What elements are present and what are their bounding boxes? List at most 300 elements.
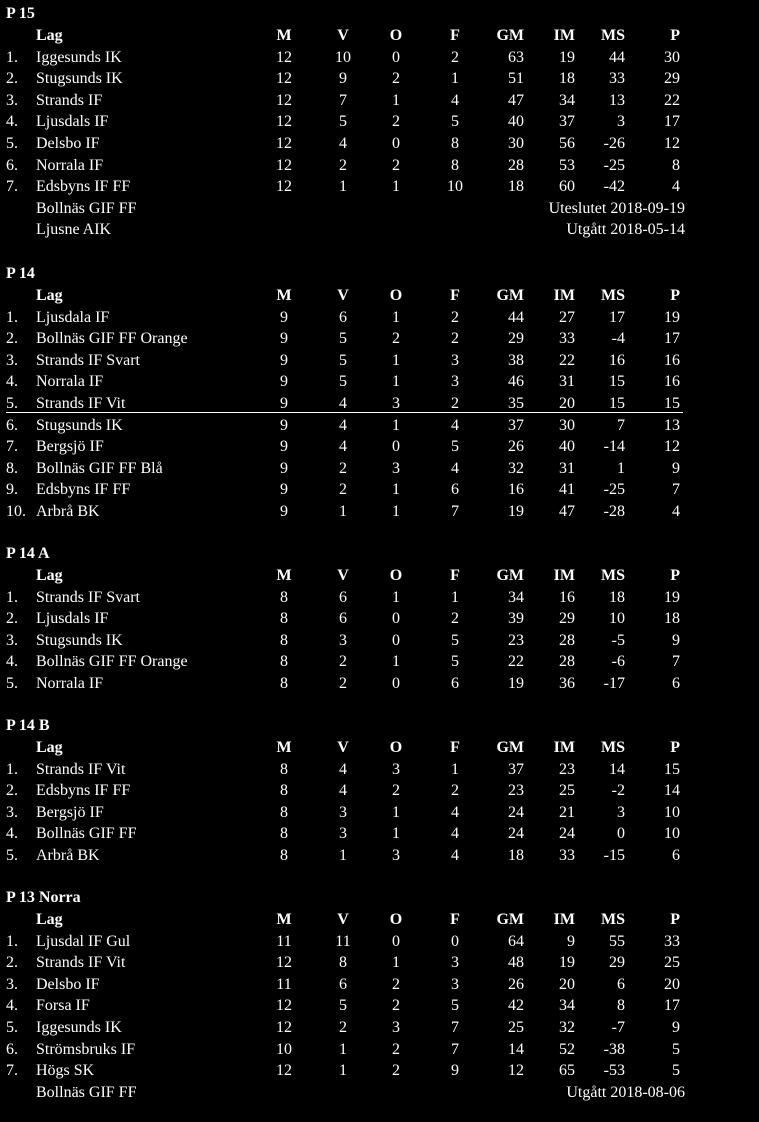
stat-v: 2 [339, 481, 347, 499]
stat-v: 6 [339, 975, 347, 993]
header-gm: GM [496, 287, 524, 304]
stat-im: 40 [559, 438, 575, 456]
team-name: Bollnäs GIF FF Orange [36, 330, 188, 348]
table-row [0, 931, 759, 953]
team-name: Edsbyns IF FF [36, 178, 131, 196]
stat-gm: 24 [508, 825, 524, 843]
stat-p: 16 [664, 351, 680, 369]
stat-gm: 26 [508, 438, 524, 456]
stat-p: 18 [664, 610, 680, 628]
stat-p: 12 [664, 135, 680, 152]
note-row [0, 1082, 759, 1104]
stat-f: 8 [451, 135, 459, 152]
header-m: M [276, 27, 292, 44]
team-name: Norrala IF [36, 156, 104, 174]
table-row [0, 823, 759, 845]
stat-f: 4 [451, 847, 459, 864]
header-im: IM [553, 739, 575, 756]
stat-f: 3 [451, 975, 459, 993]
stat-v: 10 [335, 48, 351, 66]
rank: 5. [6, 675, 18, 692]
stat-gm: 19 [508, 503, 524, 520]
stat-v: 5 [339, 113, 347, 131]
stat-ms: -42 [603, 178, 625, 196]
stat-ms: 15 [609, 373, 625, 391]
table-row [0, 802, 759, 824]
stat-o: 1 [392, 954, 400, 972]
stat-f: 2 [451, 308, 459, 326]
team-name: Iggesunds IK [36, 48, 122, 66]
stat-im: 33 [559, 847, 575, 864]
header-gm: GM [496, 567, 524, 584]
stat-m: 12 [276, 178, 292, 196]
stat-m: 12 [276, 997, 292, 1015]
stat-ms: -25 [603, 156, 625, 174]
note-row [0, 198, 759, 220]
stat-v: 4 [339, 135, 347, 152]
stat-o: 2 [392, 1040, 400, 1058]
header-p: P [670, 287, 680, 304]
stat-f: 1 [451, 588, 459, 606]
stat-p: 20 [664, 975, 680, 993]
stat-ms: 10 [609, 610, 625, 628]
table-row [0, 155, 759, 177]
header-f: F [450, 567, 460, 584]
stat-m: 12 [276, 156, 292, 174]
header-lag: Lag [36, 27, 63, 44]
stat-im: 36 [559, 675, 575, 692]
stat-im: 28 [559, 631, 575, 649]
stat-gm: 44 [508, 308, 524, 326]
stat-f: 7 [451, 503, 459, 520]
stat-m: 8 [280, 782, 288, 800]
stat-ms: -7 [611, 1019, 625, 1036]
stat-o: 0 [392, 932, 400, 950]
rank: 6. [6, 156, 18, 174]
stat-ms: 6 [617, 975, 625, 993]
stat-im: 37 [559, 113, 575, 131]
stat-v: 3 [339, 803, 347, 821]
table-row [0, 415, 759, 437]
rank: 2. [6, 610, 18, 628]
stat-v: 1 [339, 503, 347, 520]
stat-v: 4 [339, 782, 347, 800]
header-gm: GM [496, 739, 524, 756]
table-row [0, 176, 759, 198]
stat-f: 2 [451, 610, 459, 628]
table-row [0, 458, 759, 480]
note-row [0, 219, 759, 241]
team-name: Bollnäs GIF FF Blå [36, 459, 163, 477]
table-row [0, 974, 759, 996]
team-name: Arbrå BK [36, 503, 100, 520]
stat-gm: 48 [508, 954, 524, 972]
team-name: Ljusdal IF Gul [36, 932, 131, 950]
stat-o: 1 [392, 588, 400, 606]
stat-m: 12 [276, 135, 292, 152]
table-row [0, 479, 759, 501]
rank: 6. [6, 416, 18, 434]
stat-gm: 32 [508, 459, 524, 477]
team-name: Stugsunds IK [36, 416, 123, 434]
stat-p: 4 [672, 503, 680, 520]
stat-ms: -15 [603, 847, 625, 864]
stat-im: 32 [559, 1019, 575, 1036]
note-team: Bollnäs GIF FF [36, 199, 137, 217]
note-team: Ljusne AIK [36, 221, 112, 239]
table-row [0, 111, 759, 133]
team-name: Delsbo IF [36, 135, 100, 152]
stat-im: 18 [559, 70, 575, 88]
rank: 3. [6, 631, 18, 649]
section-title: P 14 [6, 265, 35, 282]
stat-im: 28 [559, 653, 575, 671]
header-ms: MS [601, 27, 625, 44]
team-name: Strands IF Vit [36, 760, 126, 778]
stat-ms: -28 [603, 503, 625, 520]
stat-gm: 51 [508, 70, 524, 88]
stat-im: 34 [559, 997, 575, 1015]
team-name: Edsbyns IF FF [36, 481, 131, 499]
rank: 4. [6, 825, 18, 843]
table-row [0, 630, 759, 652]
stat-o: 0 [392, 631, 400, 649]
stat-ms: -38 [603, 1040, 625, 1058]
table-row [0, 47, 759, 69]
stat-ms: 8 [617, 997, 625, 1015]
stat-p: 19 [664, 588, 680, 606]
header-im: IM [553, 911, 575, 928]
stat-ms: 13 [609, 91, 625, 109]
header-ms: MS [601, 911, 625, 928]
table-row [0, 780, 759, 802]
stat-f: 9 [451, 1062, 459, 1080]
table-row [0, 952, 759, 974]
stat-im: 19 [559, 48, 575, 66]
stat-p: 7 [672, 653, 680, 671]
rank: 5. [6, 395, 18, 412]
stat-p: 6 [672, 675, 680, 692]
header-o: O [389, 567, 403, 584]
stat-m: 8 [280, 675, 288, 692]
stat-o: 1 [392, 416, 400, 434]
table-row [0, 845, 759, 867]
header-p: P [670, 739, 680, 756]
table-row [0, 1017, 759, 1039]
stat-p: 30 [664, 48, 680, 66]
stat-im: 65 [559, 1062, 575, 1080]
rank: 6. [6, 1040, 18, 1058]
stat-f: 5 [451, 631, 459, 649]
header-im: IM [553, 27, 575, 44]
stat-m: 11 [276, 932, 292, 950]
stat-m: 10 [276, 1040, 292, 1058]
stat-f: 6 [451, 675, 459, 692]
stat-o: 0 [392, 675, 400, 692]
stat-m: 8 [280, 631, 288, 649]
header-v: V [337, 567, 349, 584]
table-header [0, 737, 759, 759]
stat-m: 12 [276, 954, 292, 972]
stat-o: 2 [392, 997, 400, 1015]
stat-v: 5 [339, 330, 347, 348]
stat-f: 5 [451, 113, 459, 131]
rank: 1. [6, 932, 18, 950]
stat-f: 5 [451, 997, 459, 1015]
rank: 4. [6, 997, 18, 1015]
table-row [0, 350, 759, 372]
stat-gm: 46 [508, 373, 524, 391]
team-name: Strömsbruks IF [36, 1040, 136, 1058]
stat-p: 4 [672, 178, 680, 196]
header-v: V [337, 287, 349, 304]
stat-v: 8 [339, 954, 347, 972]
header-p: P [670, 27, 680, 44]
stat-o: 1 [392, 481, 400, 499]
stat-gm: 22 [508, 653, 524, 671]
header-f: F [450, 287, 460, 304]
stat-m: 9 [280, 351, 288, 369]
rank: 3. [6, 91, 18, 109]
stat-v: 1 [339, 1062, 347, 1080]
header-m: M [276, 911, 292, 928]
stat-im: 56 [559, 135, 575, 152]
header-lag: Lag [36, 567, 63, 584]
stat-m: 12 [276, 70, 292, 88]
stat-p: 33 [664, 932, 680, 950]
stat-im: 20 [559, 395, 575, 412]
rank: 3. [6, 351, 18, 369]
header-o: O [389, 287, 403, 304]
stat-v: 6 [339, 610, 347, 628]
stat-ms: 29 [609, 954, 625, 972]
team-name: Edsbyns IF FF [36, 782, 131, 800]
stat-f: 10 [447, 178, 463, 196]
stat-f: 2 [451, 48, 459, 66]
table-row [0, 759, 759, 781]
rank: 1. [6, 588, 18, 606]
stat-p: 15 [664, 395, 680, 412]
table-row [0, 1060, 759, 1082]
stat-o: 2 [392, 113, 400, 131]
rank: 2. [6, 782, 18, 800]
stat-v: 5 [339, 373, 347, 391]
stat-f: 7 [451, 1019, 459, 1036]
stat-f: 1 [451, 760, 459, 778]
stat-ms: -25 [603, 481, 625, 499]
stat-p: 8 [672, 156, 680, 174]
stat-m: 9 [280, 373, 288, 391]
stat-v: 2 [339, 675, 347, 692]
stat-v: 1 [339, 178, 347, 196]
stat-m: 8 [280, 760, 288, 778]
stat-gm: 29 [508, 330, 524, 348]
section-title: P 14 A [6, 545, 50, 562]
header-im: IM [553, 287, 575, 304]
stat-gm: 42 [508, 997, 524, 1015]
stat-m: 12 [276, 48, 292, 66]
team-name: Stugsunds IK [36, 70, 123, 88]
stat-ms: -2 [611, 782, 625, 800]
stat-p: 7 [672, 481, 680, 499]
stat-im: 53 [559, 156, 575, 174]
stat-v: 11 [335, 932, 351, 950]
stat-gm: 47 [508, 91, 524, 109]
stat-ms: 33 [609, 70, 625, 88]
stat-f: 4 [451, 91, 459, 109]
stat-ms: 1 [617, 459, 625, 477]
stat-gm: 37 [508, 760, 524, 778]
stat-v: 3 [339, 631, 347, 649]
stat-o: 2 [392, 1062, 400, 1080]
stat-ms: 7 [617, 416, 625, 434]
stat-gm: 40 [508, 113, 524, 131]
note-team: Bollnäs GIF FF [36, 1083, 137, 1101]
header-gm: GM [496, 911, 524, 928]
stat-o: 3 [392, 395, 400, 412]
stat-p: 14 [664, 782, 680, 800]
stat-f: 8 [451, 156, 459, 174]
stat-im: 20 [559, 975, 575, 993]
stat-gm: 26 [508, 975, 524, 993]
stat-f: 4 [451, 459, 459, 477]
stat-ms: 3 [617, 803, 625, 821]
header-o: O [389, 911, 403, 928]
stat-m: 11 [276, 975, 292, 993]
table-row [0, 673, 759, 695]
header-f: F [450, 739, 460, 756]
stat-ms: -14 [603, 438, 625, 456]
table-row [0, 90, 759, 112]
stat-gm: 63 [508, 48, 524, 66]
stat-o: 0 [392, 438, 400, 456]
stat-f: 4 [451, 803, 459, 821]
table-row [0, 1039, 759, 1061]
stat-im: 30 [559, 416, 575, 434]
header-o: O [389, 739, 403, 756]
table-header [0, 909, 759, 931]
rank: 2. [6, 954, 18, 972]
stat-gm: 18 [508, 847, 524, 864]
stat-m: 8 [280, 825, 288, 843]
team-name: Ljusdals IF [36, 610, 109, 628]
stat-gm: 28 [508, 156, 524, 174]
stat-ms: 55 [609, 932, 625, 950]
stat-o: 1 [392, 503, 400, 520]
stat-v: 4 [339, 395, 347, 412]
stat-ms: 44 [609, 48, 625, 66]
stat-im: 19 [559, 954, 575, 972]
stat-v: 5 [339, 351, 347, 369]
header-v: V [337, 27, 349, 44]
stat-v: 3 [339, 825, 347, 843]
stat-ms: 18 [609, 588, 625, 606]
table-row [0, 995, 759, 1017]
note-status: Utgått 2018-08-06 [566, 1083, 685, 1101]
stat-gm: 34 [508, 588, 524, 606]
stat-o: 1 [392, 825, 400, 843]
header-ms: MS [601, 739, 625, 756]
stat-p: 15 [664, 760, 680, 778]
stat-gm: 38 [508, 351, 524, 369]
header-gm: GM [496, 27, 524, 44]
stat-o: 1 [392, 373, 400, 391]
rank: 4. [6, 373, 18, 391]
header-m: M [276, 739, 292, 756]
stat-o: 0 [392, 48, 400, 66]
stat-im: 52 [559, 1040, 575, 1058]
stat-p: 10 [664, 803, 680, 821]
header-f: F [450, 911, 460, 928]
stat-m: 9 [280, 459, 288, 477]
header-lag: Lag [36, 739, 63, 756]
stat-v: 2 [339, 1019, 347, 1036]
header-p: P [670, 567, 680, 584]
stat-p: 22 [664, 91, 680, 109]
header-lag: Lag [36, 911, 63, 928]
stat-ms: -26 [603, 135, 625, 152]
team-name: Ljusdala IF [36, 308, 110, 326]
team-name: Stugsunds IK [36, 631, 123, 649]
stat-m: 9 [280, 481, 288, 499]
stat-o: 3 [392, 847, 400, 864]
stat-m: 8 [280, 588, 288, 606]
team-name: Strands IF [36, 91, 103, 109]
stat-p: 19 [664, 308, 680, 326]
stat-im: 41 [559, 481, 575, 499]
stat-im: 25 [559, 782, 575, 800]
header-ms: MS [601, 287, 625, 304]
table-row [0, 307, 759, 329]
stat-f: 2 [451, 395, 459, 412]
header-p: P [670, 911, 680, 928]
header-im: IM [553, 567, 575, 584]
rank: 1. [6, 48, 18, 66]
stat-im: 27 [559, 308, 575, 326]
stat-im: 16 [559, 588, 575, 606]
team-name: Arbrå BK [36, 847, 100, 864]
rank: 4. [6, 113, 18, 131]
stat-v: 6 [339, 308, 347, 326]
stat-m: 12 [276, 91, 292, 109]
stat-p: 25 [664, 954, 680, 972]
stat-o: 1 [392, 653, 400, 671]
stat-v: 6 [339, 588, 347, 606]
stat-p: 5 [672, 1040, 680, 1058]
table-header [0, 25, 759, 47]
stat-p: 12 [664, 438, 680, 456]
rank: 3. [6, 975, 18, 993]
stat-p: 29 [664, 70, 680, 88]
stat-gm: 16 [508, 481, 524, 499]
stat-f: 7 [451, 1040, 459, 1058]
stat-im: 22 [559, 351, 575, 369]
stat-m: 12 [276, 1062, 292, 1080]
stat-im: 31 [559, 459, 575, 477]
stat-m: 12 [276, 1019, 292, 1036]
stat-ms: 15 [609, 395, 625, 412]
stat-o: 0 [392, 610, 400, 628]
stat-m: 8 [280, 847, 288, 864]
stat-f: 0 [451, 932, 459, 950]
stat-gm: 14 [508, 1040, 524, 1058]
stat-f: 3 [451, 373, 459, 391]
stat-gm: 12 [508, 1062, 524, 1080]
stat-p: 9 [672, 1019, 680, 1036]
table-row [0, 587, 759, 609]
team-name: Strands IF Vit [36, 954, 126, 972]
stat-m: 12 [276, 113, 292, 131]
